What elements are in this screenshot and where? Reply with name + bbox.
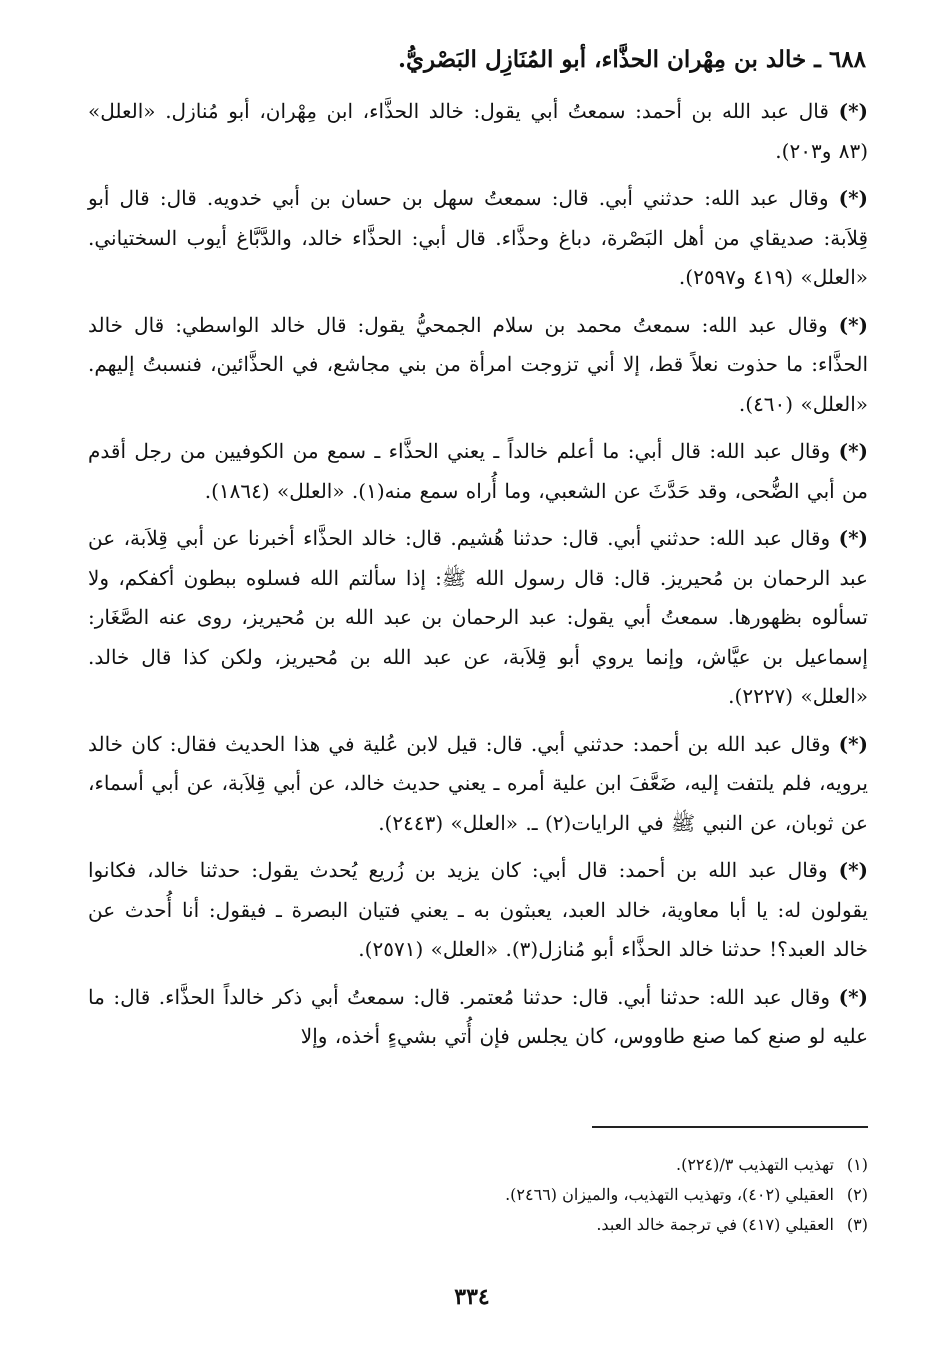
paragraph-marker: (*): [838, 526, 868, 550]
paragraph: [88, 725, 868, 844]
footnote: [88, 1180, 868, 1210]
footnote: [88, 1210, 868, 1240]
footnote-divider: [592, 1126, 868, 1128]
paragraph-marker: (*): [838, 99, 869, 123]
footnote-number: (٢): [846, 1185, 868, 1204]
paragraph-marker: (*): [838, 312, 869, 337]
paragraph-text: وقال عبد الله: حدثني أبي. قال: حدثنا هُشيم. قال: خالد الحذَّاء أخبرنا عن أبي قِلاَبة، عن عبد الرحمان بن مُحيريز. قال: قال رسول الله ﷺ: إذا سألتم الله فسلوه ببطون أكفكم، ولا تسألوه بظهورها. سمعتُ أبي يقول: عبد الرحمان بن عبد الله بن مُحيريز، روى عنه الصَّغَار: إسماعيل بن عيَّاش، وإنما يروي أبو قِلاَبة، عن عبد الله بن مُحيريز، ولكن كذا قال خالد. «العلل» (٢٢٢٧).: [88, 526, 868, 708]
paragraph: [88, 432, 868, 511]
paragraph-text: وقال عبد الله: قال أبي: ما أعلم خالداً ـ يعني الحذَّاء ـ سمع من الكوفيين من رجل أقدم من أبي الضُّحى، وقد حَدَّثَ عن الشعبي، وما أُراه سمع منه(١). «العلل» (١٨٦٤).: [88, 439, 868, 503]
footnote-number: (٣): [846, 1215, 868, 1234]
paragraph-text: وقال عبد الله بن أحمد: حدثني أبي. قال: قيل لابن عُلية في هذا الحديث فقال: كان خالد يرويه، فلم يلتفت إليه، ضَعَّفَ ابن علية أمره ـ يعني حديث خالد، عن أبي قِلاَبة، عن أبي أسماء، عن ثوبان، عن النبي ﷺ في الرايات(٢) ـ. «العلل» (٢٤٤٣).: [88, 731, 868, 835]
entry-title: ٦٨٨ ـ خالد بن مِهْران الحذَّاء، أبو المُنَازِل البَصْريُّ.: [397, 46, 866, 73]
paragraph: [88, 179, 868, 298]
paragraph-marker: (*): [838, 439, 869, 463]
page-number: ٣٣٤: [454, 1284, 490, 1310]
paragraph-text: قال عبد الله بن أحمد: سمعتُ أبي يقول: خالد الحذَّاء، ابن مِهْران، أبو مُنازل. «العلل» (٨٣ و٢٠٣).: [88, 99, 868, 163]
paragraph-text: وقال عبد الله: حدثنا أبي. قال: حدثنا مُعتمر. قال: سمعتُ أبي ذكر خالداً الحذَّاء. قال: ما عليه لو صنع كما صنع طاووس، كان يجلس فإن أُتي بشيءٍ أخذه، وإلا: [88, 984, 868, 1048]
paragraph-text: وقال عبد الله: سمعتُ محمد بن سلام الجمحيُّ يقول: قال خالد الواسطي: قال خالد الحذَّاء: ما حذوت نعلاً قط، إلا أني تزوجت امرأة من بني مجاشع، في الحذَّائين، فنسبتُ إليهم. «العلل» (٤٦٠).: [88, 312, 868, 416]
paragraph: [88, 92, 868, 171]
paragraph-marker: (*): [838, 984, 869, 1009]
footnote-text: العقيلي (٤٠٢)، وتهذيب التهذيب، والميزان (٢٤٦٦).: [505, 1185, 834, 1204]
paragraph: [88, 519, 868, 717]
paragraph-marker: (*): [838, 858, 868, 882]
paragraph-marker: (*): [838, 731, 869, 756]
body-text: [88, 92, 868, 1065]
footnote: [88, 1150, 868, 1180]
paragraph-text: وقال عبد الله: حدثني أبي. قال: سمعتُ سهل بن حسان بن أبي خدويه. قال: قال أبو قِلاَبة: صديقاي من أهل البَصْرة، دباغ وحذَّاء. قال أبي: الحذَّاء خالد، والدَّبَّاغ أيوب السختياني. «العلل» (٤١٩ و٢٥٩٧).: [88, 186, 868, 289]
footnote-number: (١): [846, 1155, 868, 1174]
paragraph: [88, 851, 868, 970]
paragraph-text: وقال عبد الله بن أحمد: قال أبي: كان يزيد بن زُريع يُحدث يقول: حدثنا خالد، فكانوا يقولون له: يا أبا معاوية، خالد العبد، يعبثون به ـ يعني فتيان البصرة ـ فيقول: أنا أُحدث عن خالد العبد؟! حدثنا خالد الحذَّاء أبو مُنازل(٣). «العلل» (٢٥٧١).: [88, 858, 869, 961]
paragraph-marker: (*): [838, 186, 869, 210]
paragraph: [88, 306, 868, 425]
footnotes: [88, 1150, 868, 1240]
footnote-text: تهذيب التهذيب ٣/(٢٢٤).: [676, 1155, 834, 1174]
footnote-text: العقيلي (٤١٧) في ترجمة خالد العبد.: [596, 1215, 834, 1234]
paragraph: [88, 978, 868, 1057]
